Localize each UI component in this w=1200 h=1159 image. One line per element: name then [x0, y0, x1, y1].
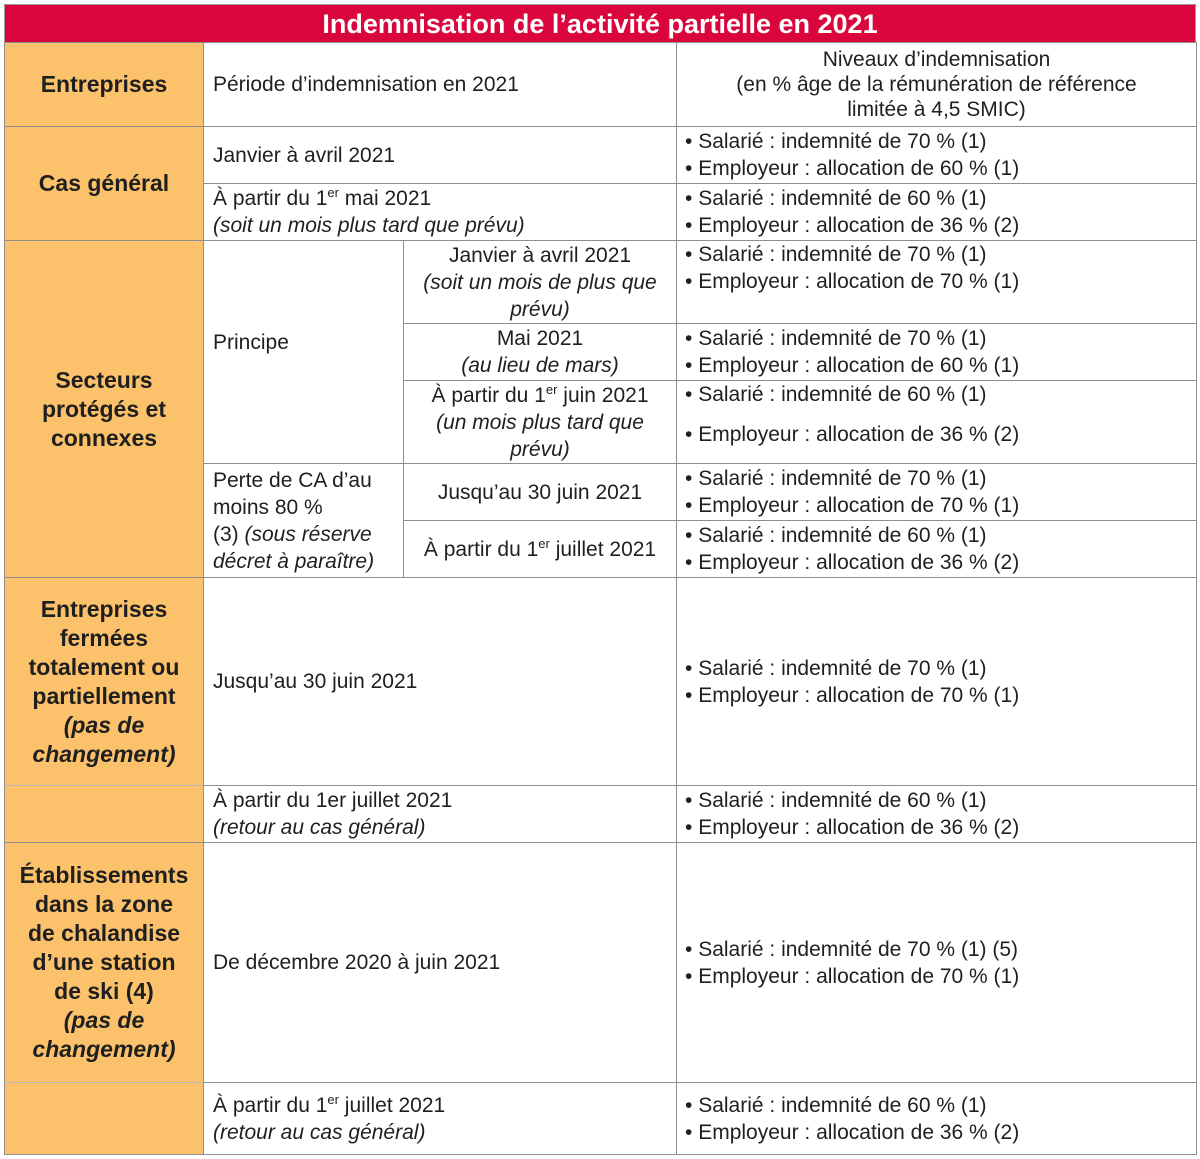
- fermees-label-line: fermées: [59, 624, 149, 651]
- ski-levels-2: [677, 1083, 1197, 1155]
- fermees-label-note: (pas de changement): [32, 711, 176, 767]
- level-item: • Salarié : indemnité de 70 % (1) (5): [685, 936, 1188, 963]
- header-niveaux-line2: (en % âge de la rémunération de référence: [736, 73, 1137, 96]
- period-text: À partir du 1: [431, 383, 546, 407]
- ski-label-continued: [5, 1083, 204, 1155]
- period-text: Janvier à avril 2021: [448, 243, 632, 267]
- fermees-period-1: Jusqu’au 30 juin 2021: [204, 578, 677, 786]
- period-note: (retour au cas général): [213, 816, 426, 839]
- period-text: juillet 2021: [549, 537, 657, 561]
- period-note: (soit un mois de plus que prévu): [423, 270, 657, 321]
- ski-label-line: de chalandise: [27, 920, 181, 946]
- principe-levels-2: [677, 324, 1197, 381]
- level-item: • Salarié : indemnité de 60 % (1): [685, 787, 1188, 814]
- ski-label-line: d’une station: [32, 949, 176, 975]
- fermees-levels-2: [677, 786, 1197, 843]
- perte-line: (3): [213, 522, 239, 546]
- ordinal-suffix: er: [538, 535, 550, 551]
- secteurs-label-line: connexes: [50, 424, 158, 451]
- cas-general-label: Cas général: [5, 127, 204, 241]
- perte-line: Perte de CA d’au: [213, 468, 372, 492]
- perte-note: (sous réserve décret à paraître): [213, 522, 375, 573]
- principe-label: Principe: [204, 241, 404, 464]
- fermees-levels-1: [677, 578, 1197, 786]
- fermees-label-line: partiellement: [32, 682, 176, 709]
- level-item: • Employeur : allocation de 36 % (2): [685, 814, 1188, 841]
- period-note: (soit un mois plus tard que prévu): [213, 214, 525, 237]
- level-item: • Salarié : indemnité de 60 % (1): [685, 185, 1188, 212]
- cas-general-period-2: [204, 184, 677, 241]
- period-note: (retour au cas général): [213, 1120, 426, 1144]
- fermees-label-line: totalement ou: [28, 653, 180, 680]
- level-item: • Employeur : allocation de 70 % (1): [685, 268, 1188, 295]
- level-item: • Employeur : allocation de 36 % (2): [685, 1119, 1188, 1146]
- level-item: • Salarié : indemnité de 70 % (1): [685, 241, 1188, 268]
- principe-levels-1: [677, 241, 1197, 324]
- ski-label-line: de ski (4): [54, 978, 154, 1004]
- ski-label: [5, 843, 204, 1083]
- period-text: mai 2021: [338, 187, 432, 210]
- period-note: (au lieu de mars): [461, 354, 619, 377]
- cas-general-levels-2: [677, 184, 1197, 241]
- principe-period-1: [404, 241, 677, 324]
- level-item: • Salarié : indemnité de 60 % (1): [685, 1092, 1188, 1119]
- fermees-label: [5, 578, 204, 786]
- level-item: • Employeur : allocation de 60 % (1): [685, 352, 1188, 379]
- principe-period-3: [404, 381, 677, 464]
- header-entreprises: Entreprises: [5, 43, 204, 127]
- level-item: • Salarié : indemnité de 60 % (1): [685, 522, 1188, 549]
- level-item: • Employeur : allocation de 36 % (2): [685, 421, 1188, 448]
- ordinal-suffix: er: [327, 1091, 339, 1107]
- ski-label-note: (pas de changement): [32, 1007, 176, 1062]
- period-text: Mai 2021: [496, 327, 584, 350]
- ordinal-suffix: er: [327, 185, 339, 200]
- level-item: • Employeur : allocation de 70 % (1): [685, 963, 1188, 990]
- table-row: [5, 578, 1197, 786]
- ski-period-2: [204, 1083, 677, 1155]
- period-text: À partir du 1: [213, 1093, 328, 1117]
- level-item: • Employeur : allocation de 70 % (1): [685, 682, 1188, 709]
- indemnisation-table-container: [4, 4, 1196, 1155]
- level-item: • Employeur : allocation de 70 % (1): [685, 492, 1188, 519]
- perte-period-1: Jusqu’au 30 juin 2021: [404, 464, 677, 521]
- fermees-label-line: Entreprises: [40, 595, 168, 622]
- table-row: [5, 843, 1197, 1083]
- level-item: • Salarié : indemnité de 70 % (1): [685, 465, 1188, 492]
- fermees-label-continued: [5, 786, 204, 843]
- perte-line: moins 80 %: [213, 495, 323, 519]
- table-row: [5, 241, 1197, 324]
- table-title: Indemnisation de l’activité partielle en 2021: [4, 4, 1196, 42]
- level-item: • Salarié : indemnité de 60 % (1): [685, 381, 1188, 408]
- level-item: • Employeur : allocation de 60 % (1): [685, 155, 1188, 182]
- ski-period-1: De décembre 2020 à juin 2021: [204, 843, 677, 1083]
- perte-levels-1: [677, 464, 1197, 521]
- table-row: [5, 127, 1197, 184]
- principe-period-2: [404, 324, 677, 381]
- period-note: (un mois plus tard que prévu): [436, 410, 644, 461]
- secteurs-label-line: protégés et: [42, 395, 166, 422]
- period-text: juillet 2021: [338, 1093, 446, 1117]
- principe-levels-3: [677, 381, 1197, 464]
- level-item: • Salarié : indemnité de 70 % (1): [685, 655, 1188, 682]
- cas-general-period-1: Janvier à avril 2021: [204, 127, 677, 184]
- header-niveaux: [677, 43, 1197, 127]
- perte-period-2: [404, 521, 677, 578]
- level-item: • Salarié : indemnité de 70 % (1): [685, 128, 1188, 155]
- table-row: [5, 1083, 1197, 1155]
- perte-ca-label: [204, 464, 404, 578]
- secteurs-label-line: Secteurs: [55, 366, 153, 393]
- level-item: • Employeur : allocation de 36 % (2): [685, 212, 1188, 239]
- level-item: • Employeur : allocation de 36 % (2): [685, 549, 1188, 576]
- period-text: juin 2021: [557, 383, 649, 407]
- perte-levels-2: [677, 521, 1197, 578]
- fermees-period-2: [204, 786, 677, 843]
- ordinal-suffix: er: [545, 381, 558, 397]
- secteurs-label: [5, 241, 204, 578]
- indemnisation-table: [4, 42, 1197, 1155]
- header-niveaux-line3: limitée à 4,5 SMIC): [847, 98, 1026, 121]
- cas-general-levels-1: [677, 127, 1197, 184]
- period-text: À partir du 1er juillet 2021: [213, 789, 453, 812]
- header-row: [5, 43, 1197, 127]
- ski-label-line: Établissements: [19, 862, 189, 888]
- header-periode: Période d’indemnisation en 2021: [204, 43, 677, 127]
- period-text: À partir du 1: [423, 537, 539, 561]
- header-niveaux-line1: Niveaux d’indemnisation: [822, 48, 1051, 71]
- period-text: À partir du 1: [213, 187, 328, 210]
- ski-levels-1: [677, 843, 1197, 1083]
- table-row: [5, 786, 1197, 843]
- level-item: • Salarié : indemnité de 70 % (1): [685, 325, 1188, 352]
- ski-label-line: dans la zone: [34, 891, 174, 917]
